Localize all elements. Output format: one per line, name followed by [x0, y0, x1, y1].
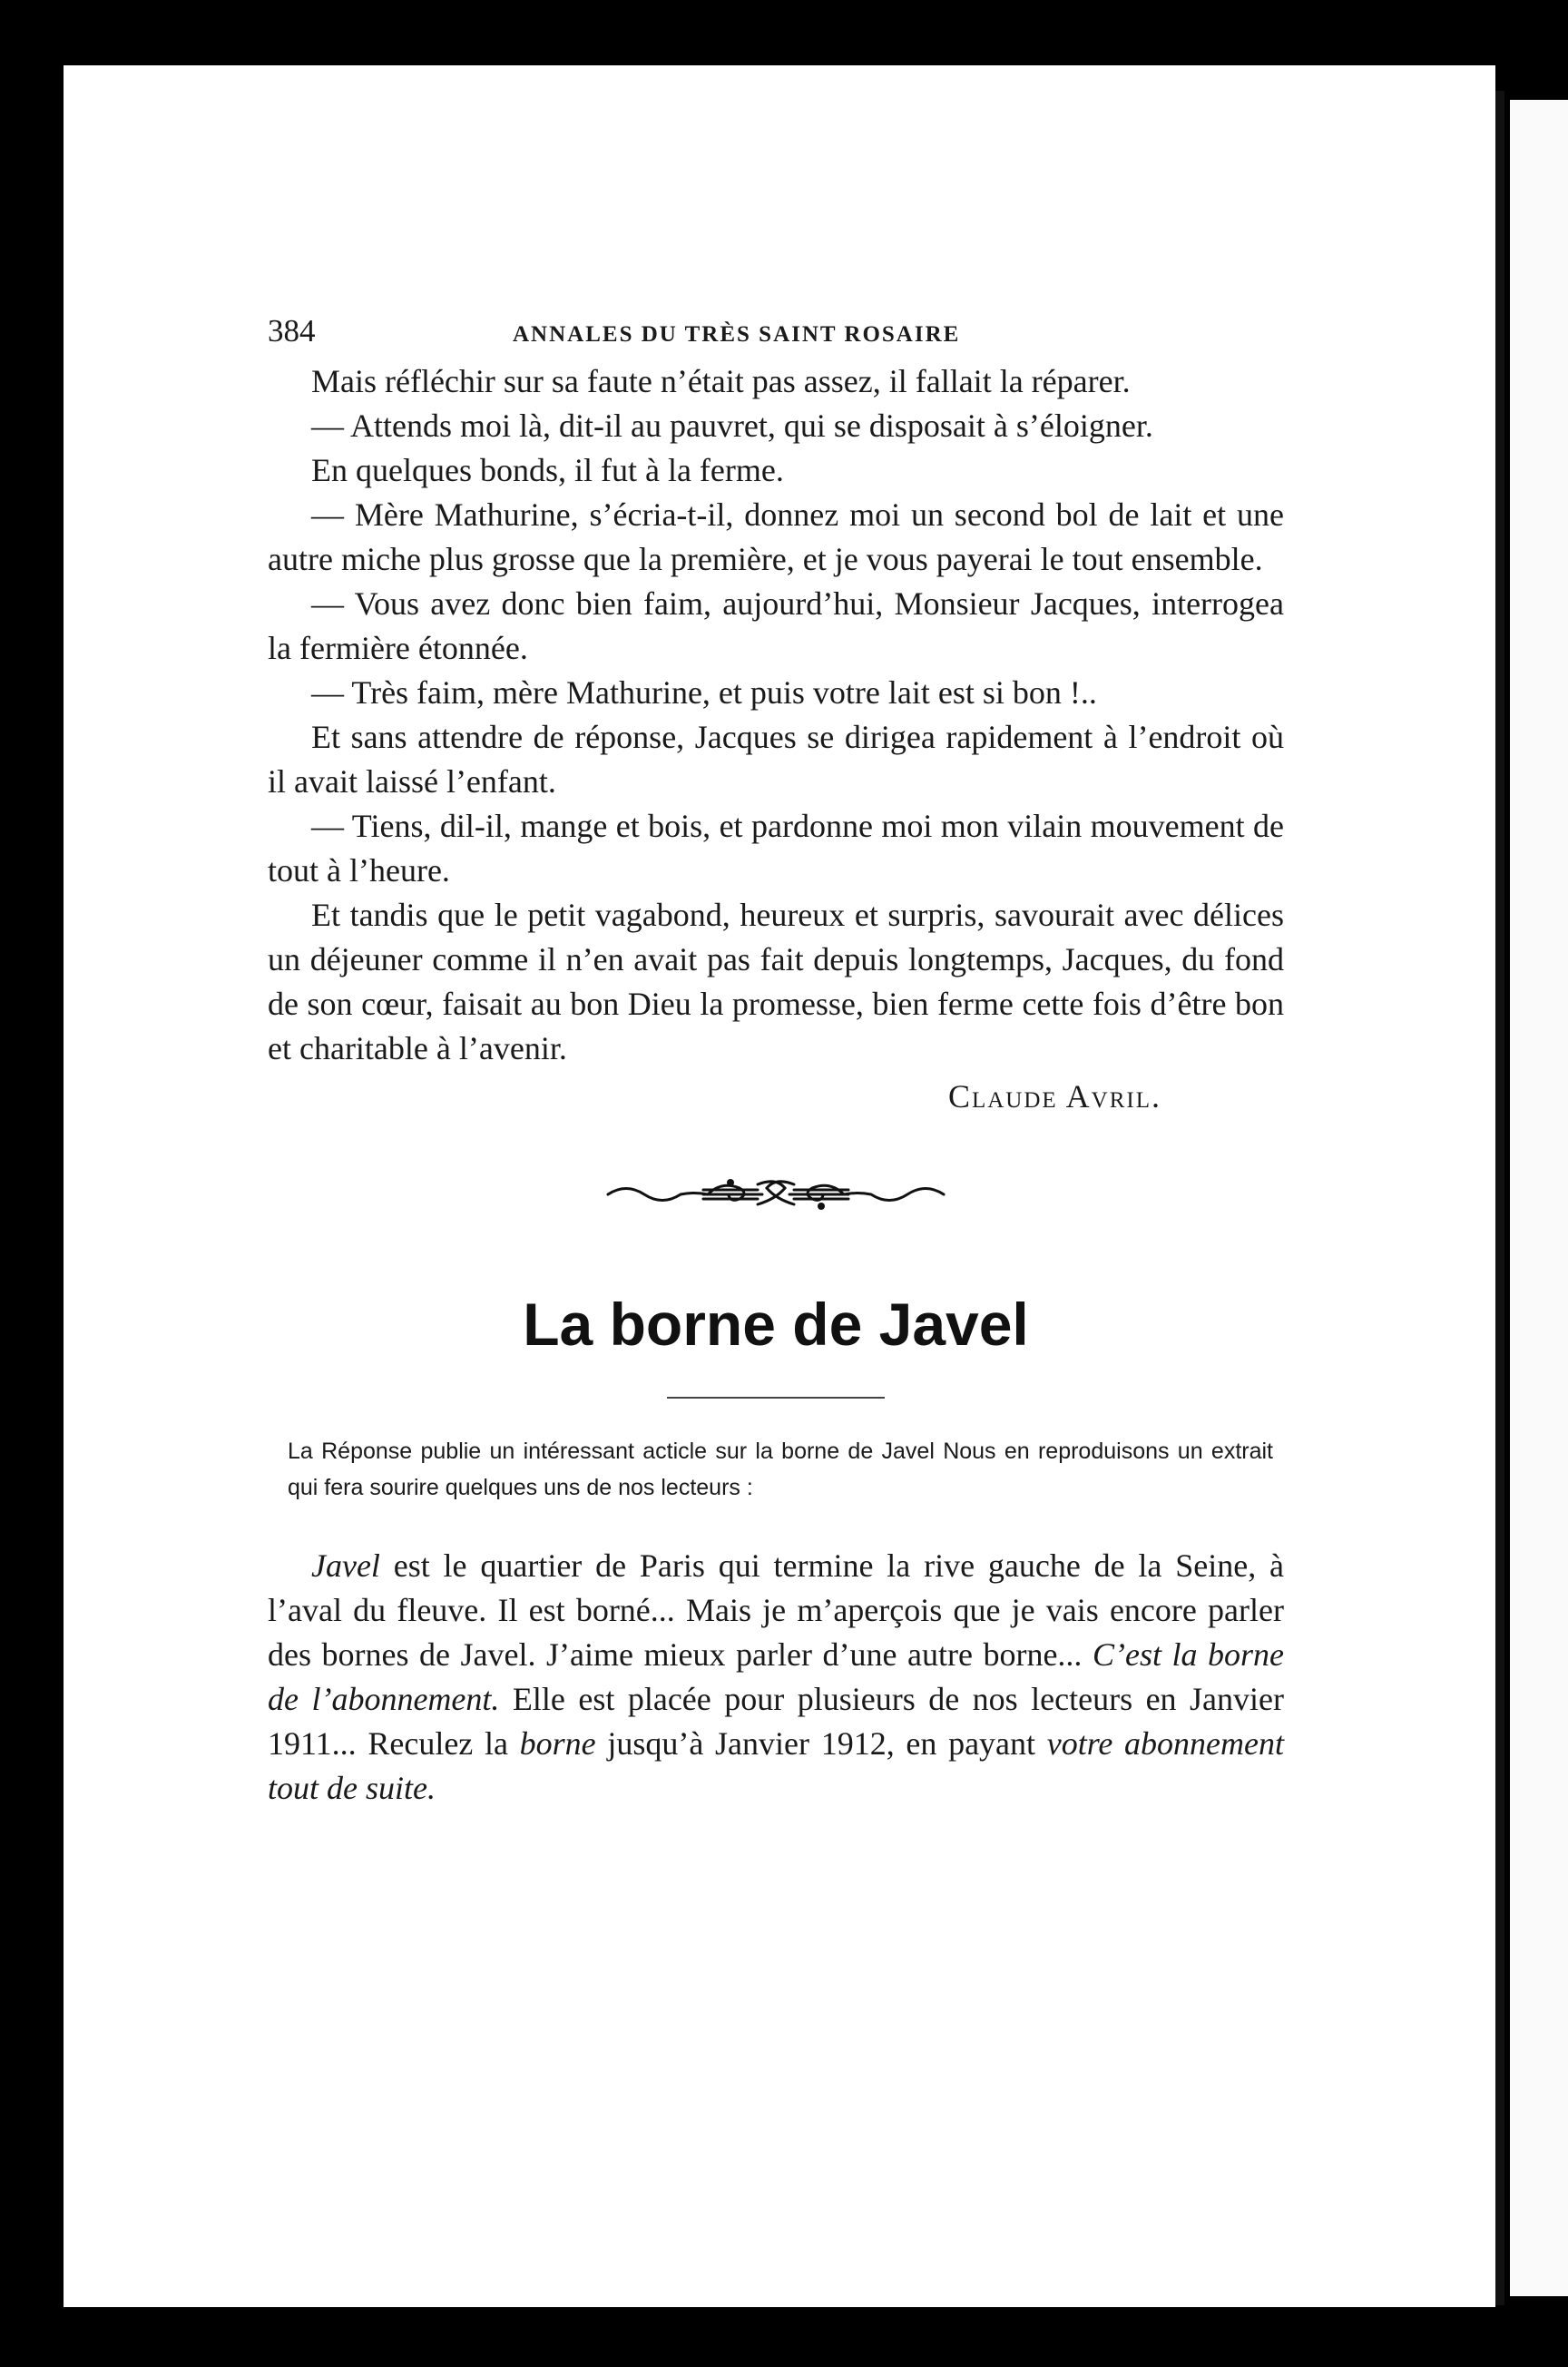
- story-paragraph: — Vous avez donc bien faim, aujourd’hui, Monsieur Jacques, interrogea la fermière étonnée.: [268, 585, 1284, 666]
- article-paragraph: [268, 1544, 1284, 1811]
- abonnement-call: votre abonnement tout de suite.: [268, 1725, 1285, 1806]
- story-paragraph: — Tiens, dil-il, mange et bois, et pardonne moi mon vilain mouvement de tout à l’heure.: [268, 808, 1284, 889]
- ornament-divider: [268, 1172, 1284, 1226]
- adjacent-page-strip: [1510, 100, 1568, 2296]
- article-text-2: Elle est placée pour plusieurs de nos lecteurs en Janvier 1911... Reculez la: [268, 1681, 1284, 1762]
- article-text-3: jusqu’à Janvier 1912, en payant: [595, 1725, 1047, 1762]
- article-text-1: est le quartier de Paris qui termine la rive gauche de la Seine, à l’aval du fleuve. Il est borné... Mais je m’aperçois que je vais encore parler des bornes de Javel. J’aime mieux parler d’une autre borne...: [268, 1547, 1284, 1673]
- running-head: ANNALES DU TRÈS SAINT ROSAIRE: [513, 322, 961, 347]
- story-paragraph: — Très faim, mère Mathurine, et puis votre lait est si bon !..: [311, 674, 1097, 711]
- abonnement-italic: C’est la borne de l’abonnement.: [268, 1636, 1285, 1717]
- author-signature: Claude Avril.: [947, 1078, 1161, 1115]
- story-paragraph: Mais réfléchir sur sa faute n’était pas assez, il fallait la réparer.: [311, 363, 1131, 399]
- article-intro: La Réponse publie un intéressant acticle sur la borne de Javel Nous en reproduisons un extrait qui fera sourire quelques uns de nos lecteurs :: [288, 1439, 1273, 1500]
- page-content: [268, 309, 1284, 1811]
- article-title: La borne de Javel: [523, 1291, 1029, 1358]
- page-edge-shadow: [1495, 91, 1504, 2305]
- story-paragraph: En quelques bonds, il fut à la ferme.: [311, 452, 784, 488]
- title-rule: [667, 1397, 885, 1399]
- story-paragraph: — Attends moi là, dit-il au pauvret, qui se disposait à s’éloigner.: [311, 408, 1153, 444]
- borne-word: borne: [519, 1725, 596, 1762]
- page-header: [268, 309, 1284, 354]
- story-paragraph: — Mère Mathurine, s’écria-t-il, donnez moi un second bol de lait et une autre miche plus grosse que la première, et je vous payerai le tout ensemble.: [268, 496, 1284, 577]
- flourish-icon: [603, 1172, 948, 1217]
- javel-word: Javel: [311, 1547, 380, 1584]
- page-number: 384: [268, 313, 316, 349]
- story-text: [268, 359, 1284, 1071]
- story-paragraph: Et tandis que le petit vagabond, heureux et surpris, savourait avec délices un déjeuner comme il n’en avait pas fait depuis longtemps, Jacques, du fond de son cœur, faisait au bon Dieu la promesse, bien ferme cette fois d’être bon et charitable à l’avenir.: [268, 897, 1284, 1066]
- story-paragraph: Et sans attendre de réponse, Jacques se dirigea rapidement à l’endroit où il avait laissé l’enfant.: [268, 719, 1284, 800]
- article-body: [268, 1544, 1284, 1811]
